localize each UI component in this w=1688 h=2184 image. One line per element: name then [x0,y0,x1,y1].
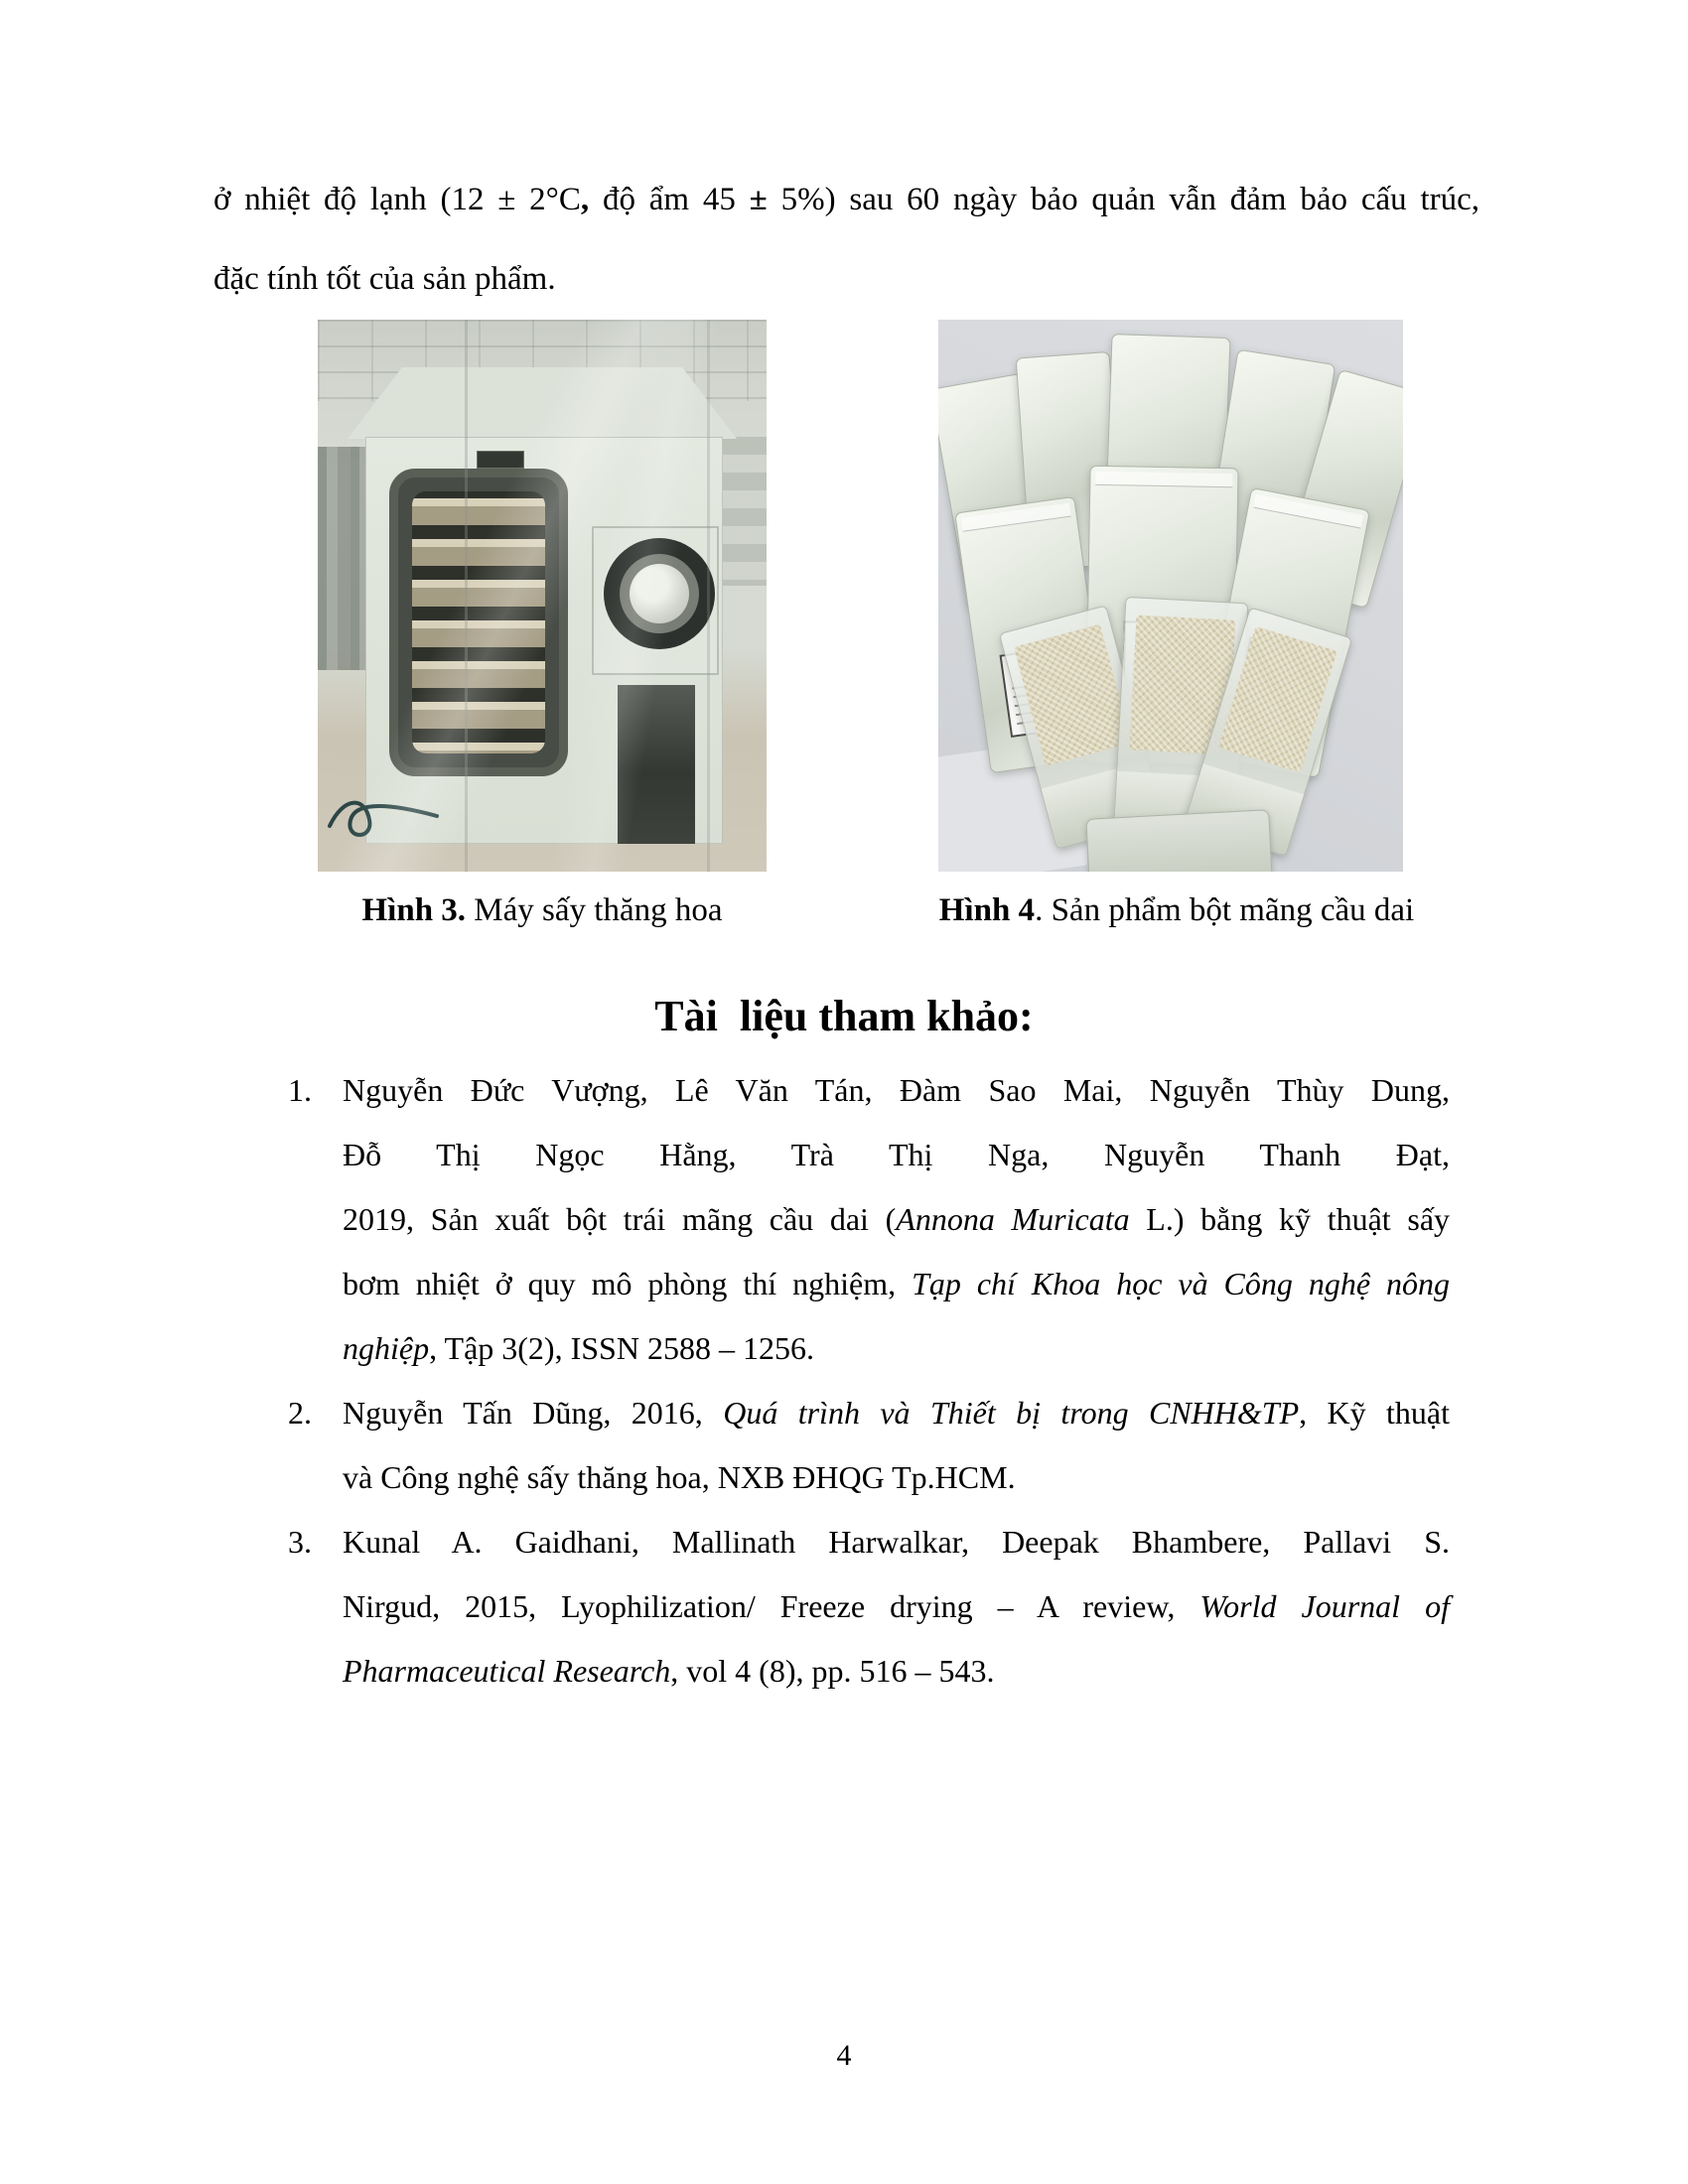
figure-3-image [318,320,767,872]
reference-number: 3. [288,1524,312,1560]
text-segment: bơm nhiệt ở quy mô phòng thí nghiệm, [343,1266,913,1301]
text-segment: Kunal A. Gaidhani, Mallinath Harwalkar, Deepak Bhambere, Pallavi S. [343,1524,1450,1560]
reference-number: 2. [288,1395,312,1431]
text-segment: ở nhiệt độ lạnh (12 ± 2°C [213,182,581,217]
text-segment: độ ẩm 45 [589,182,750,217]
text-segment: Nirgud, 2015, Lyophilization/ Freeze drying – A review, [343,1588,1200,1624]
text-segment: 5%) sau 60 ngày bảo quản vẫn đảm bảo cấu trúc, [767,182,1479,217]
reference-line [288,1381,1451,1445]
text-segment: Đỗ Thị Ngọc Hằng, Trà Thị Nga, Nguyễn Thanh Đạt, [343,1137,1450,1172]
reference-line [288,1058,1450,1123]
reference-line [288,1510,1450,1574]
reference-text [343,1072,1450,1108]
reference-line [343,1445,1450,1510]
text-segment: Quá trình và Thiết bị trong CNHH&TP [723,1395,1300,1431]
page-number: 4 [836,2039,852,2072]
text-segment: , Tập 3(2), ISSN 2588 – 1256. [429,1330,814,1366]
text-segment: . Sản phẩm bột mãng cầu dai [1035,892,1415,928]
text-segment: Máy sấy thăng hoa [466,892,723,928]
reference-item [288,1510,1451,1704]
text-segment: Pharmaceutical Research [343,1653,671,1689]
figure-4-image [938,320,1403,872]
text-segment: , [580,182,590,217]
glass-reflection [318,320,767,872]
text-segment: Tạp chí Khoa học và Công nghệ nông [912,1266,1451,1301]
text-segment: Hình 4 [938,892,1036,928]
reference-line [343,1187,1450,1252]
text-segment: Nguyễn Đức Vượng, Lê Văn Tán, Đàm Sao Mai, Nguyễn Thùy Dung, [343,1072,1450,1108]
figure-3-caption [318,886,767,935]
references-heading: Tài liệu tham khảo: [654,992,1034,1040]
reference-number: 1. [288,1072,312,1108]
powder-fill [1014,623,1132,766]
text-segment: nghiệp [343,1330,430,1366]
text-segment: 2019, Sản xuất bột trái mãng cầu dai ( [343,1201,897,1237]
paragraph-line [213,171,1479,228]
text-segment: Hình 3. [361,892,467,928]
reference-item [288,1381,1451,1510]
text-segment: Annona Muricata [896,1201,1130,1237]
foil-packet [1085,809,1272,872]
text-segment: , vol 4 (8), pp. 516 – 543. [670,1653,995,1689]
paragraph-line [213,250,1479,308]
reference-line [343,1639,1450,1704]
text-segment: Nguyễn Tấn Dũng, 2016, [343,1395,724,1431]
reference-item [288,1058,1451,1381]
reference-line [343,1316,1450,1381]
figure-4-caption [879,886,1475,935]
text-segment: , Kỹ thuật [1299,1395,1451,1431]
reference-text [343,1524,1450,1560]
text-segment: L.) bằng kỹ thuật sấy [1129,1201,1451,1237]
text-segment: ± [749,182,768,217]
text-segment: World Journal of [1199,1588,1451,1624]
packet-seal [1095,472,1232,487]
reference-text [343,1395,1450,1431]
reference-line [343,1123,1450,1187]
text-segment: và Công nghệ sấy thăng hoa, NXB ĐHQG Tp.HCM. [343,1459,1016,1495]
reference-line [343,1574,1450,1639]
reference-line [343,1252,1450,1316]
text-segment: đặc tính tốt của sản phẩm. [213,261,556,297]
